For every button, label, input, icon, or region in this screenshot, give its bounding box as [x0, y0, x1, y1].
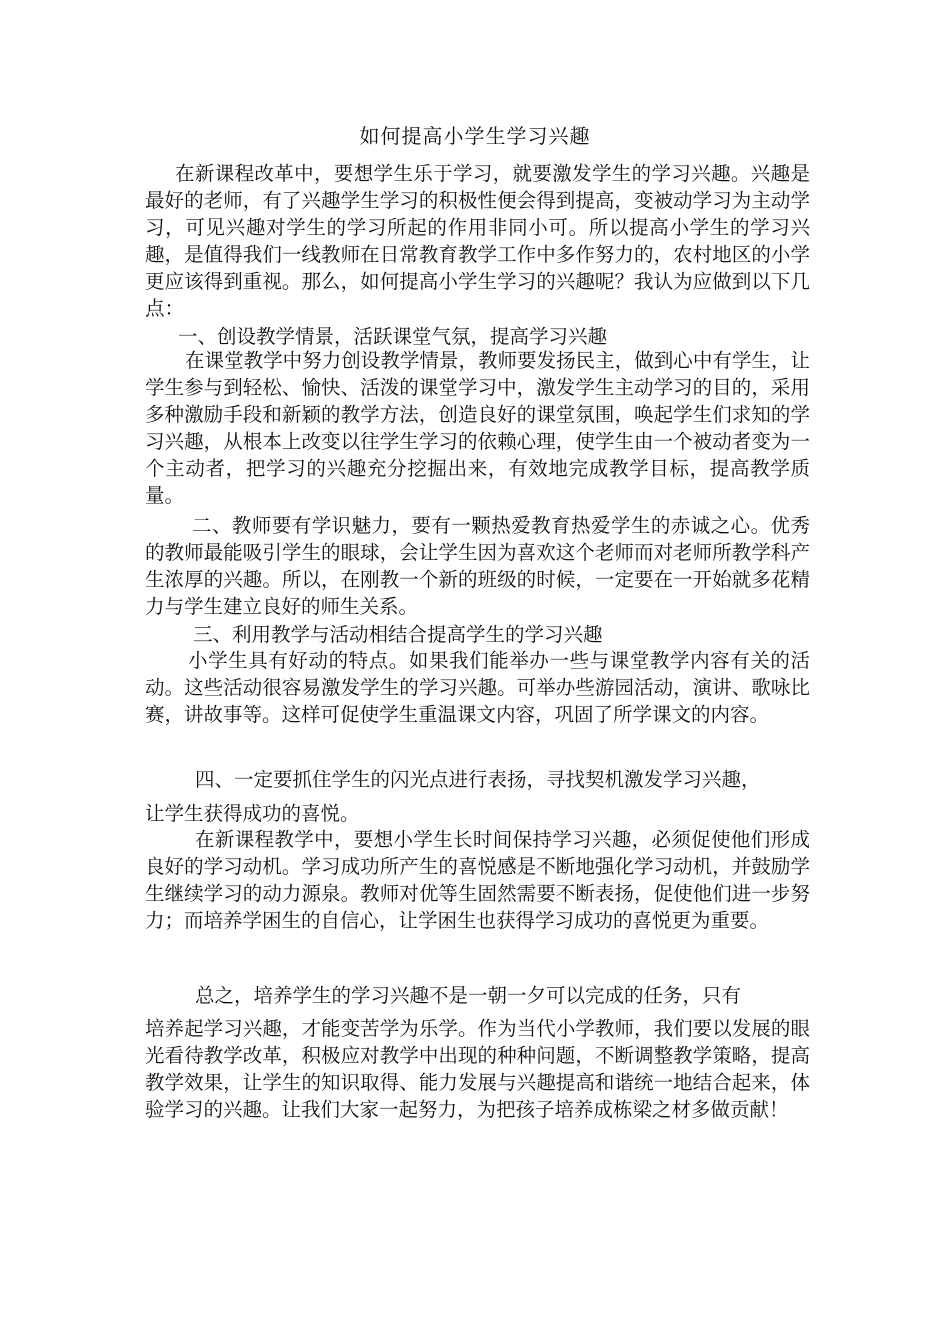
section1-body: 在课堂教学中努力创设教学情景，教师要发扬民主，做到心中有学生，让学生参与到轻松、愉快、活泼的课堂学习中，激发学生主动学习的目的，采用多种激励手段和新颖的教学方法，创造良好的课堂氛围，唤起学生们求知的学习兴趣，从根本上改变以往学生学习的依赖心理，使学生由一个被动者变为一个主动者，把学习的兴趣充分挖掘出来，有效地完成教学目标，提高教学质量。 — [145, 349, 810, 507]
section2-body: 二、教师要有学识魅力，要有一颗热爱教育热爱学生的赤诚之心。优秀的教师最能吸引学生的眼球，会让学生因为喜欢这个老师而对老师所教学科产生浓厚的兴趣。所以，在刚教一个新的班级的时候，一定要在一开始就多花精力与学生建立良好的师生关系。 — [145, 514, 810, 618]
section1-heading: 一、创设教学情景，活跃课堂气氛，提高学习兴趣 — [178, 325, 608, 348]
section4-heading-line1: 四、一定要抓住学生的闪光点进行表扬，寻找契机激发学习兴趣， — [195, 768, 761, 791]
conclusion-body: 培养起学习兴趣，才能变苦学为乐学。作为当代小学教师，我们要以发展的眼光看待教学改革，积极应对教学中出现的种种问题，不断调整教学策略，提高教学效果，让学生的知识取得、能力发展与兴趣提高和谐统一地结合起来，体验学习的兴趣。让我们大家一起努力，为把孩子培养成栋梁之材多做贡献！ — [145, 1017, 810, 1121]
section4-body: 在新课程教学中，要想小学生长时间保持学习兴趣，必须促使他们形成良好的学习动机。学习成功所产生的喜悦感是不断地强化学习动机，并鼓励学生继续学习的动力源泉。教师对优等生固然需要不断表扬，促使他们进一步努力；而培养学困生的自信心，让学困生也获得学习成功的喜悦更为重要。 — [145, 828, 810, 932]
section3-heading: 三、利用教学与活动相结合提高学生的学习兴趣 — [193, 623, 603, 646]
section4-heading-line2: 让学生获得成功的喜悦。 — [145, 802, 360, 825]
conclusion-line1: 总之，培养学生的学习兴趣不是一朝一夕可以完成的任务，只有 — [195, 984, 742, 1007]
intro-paragraph: 在新课程改革中，要想学生乐于学习，就要激发学生的学习兴趣。兴趣是最好的老师，有了兴趣学生学习的积极性便会得到提高，变被动学习为主动学习，可见兴趣对学生的学习所起的作用非同小可。所以提高小学生的学习兴趣，是值得我们一线教师在日常教育教学工作中多作努力的，农村地区的小学更应该得到重视。那么，如何提高小学生学习的兴趣呢？我认为应做到以下几点： — [145, 162, 810, 320]
document-title: 如何提高小学生学习兴趣 — [359, 124, 591, 148]
section3-body: 小学生具有好动的特点。如果我们能举办一些与课堂教学内容有关的活动。这些活动很容易激发学生的学习兴趣。可举办些游园活动，演讲、歌咏比赛，讲故事等。这样可促使学生重温课文内容，巩固了所学课文的内容。 — [145, 649, 810, 726]
